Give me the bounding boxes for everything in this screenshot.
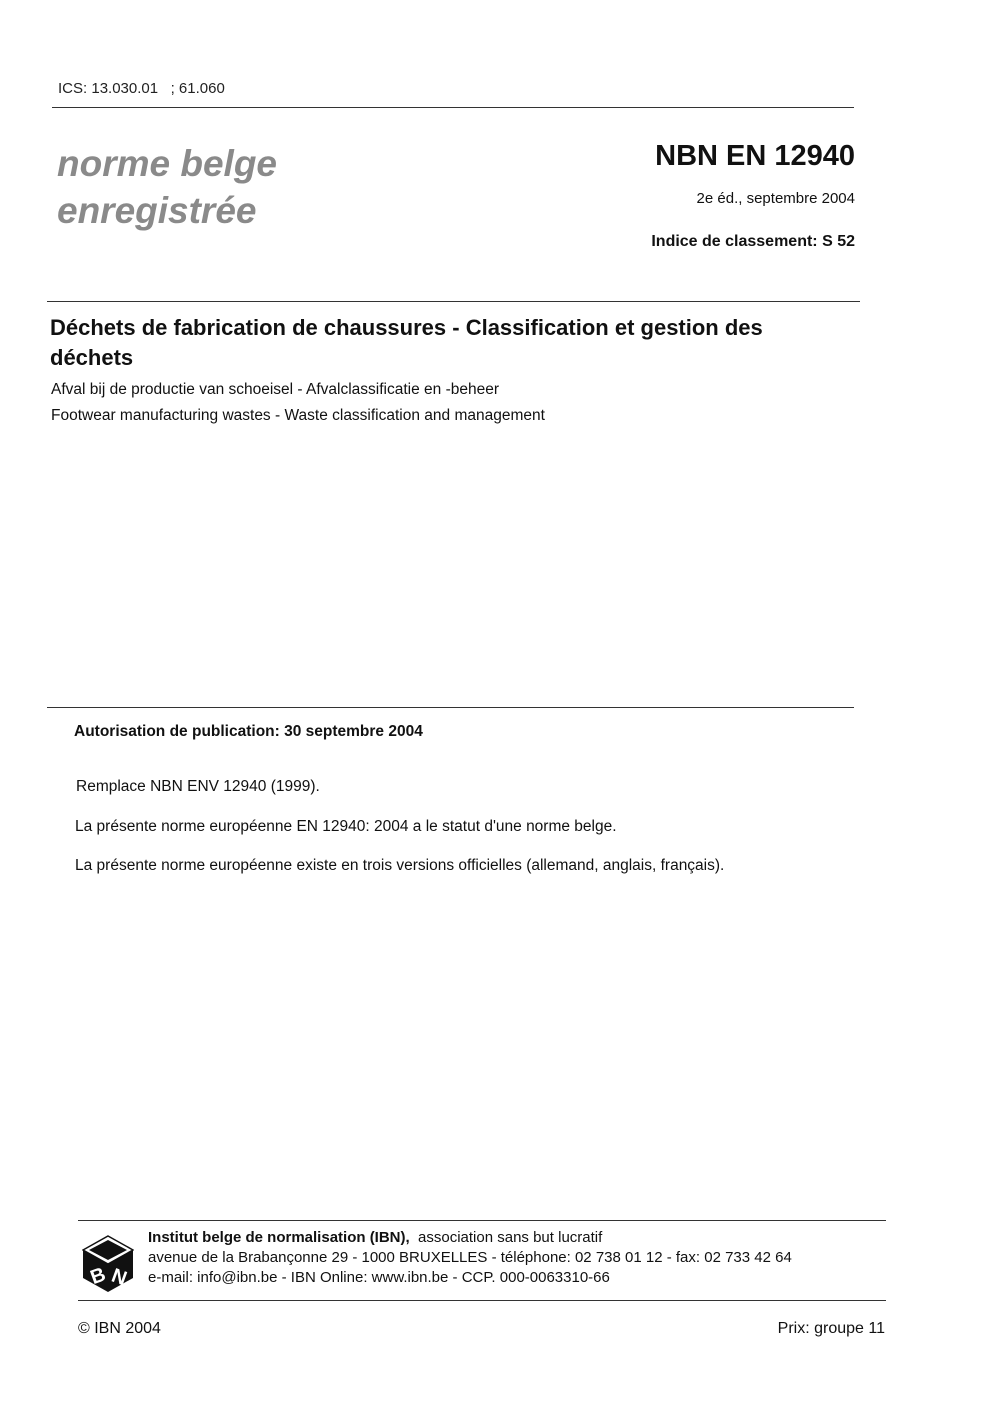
ics-label: ICS: <box>58 80 88 97</box>
note-status: La présente norme européenne EN 12940: 2004 a le statut d'une norme belge. <box>75 818 617 835</box>
price-group: Prix: groupe 11 <box>777 1320 885 1337</box>
institute-bottom-rule <box>78 1300 886 1301</box>
institute-contact: e-mail: info@ibn.be - IBN Online: www.ibn.be - CCP. 000-0063310-66 <box>148 1269 610 1286</box>
institute-descriptor: association sans but lucratif <box>418 1229 603 1246</box>
copyright: © IBN 2004 <box>78 1320 161 1337</box>
title-french: Déchets de fabrication de chaussures - Classification et gestion des déchets <box>50 315 763 370</box>
header-rule <box>52 107 854 108</box>
svg-text:N: N <box>108 1264 130 1291</box>
title-rule <box>47 301 860 302</box>
ics-line <box>58 80 225 97</box>
standard-number: NBN EN 12940 <box>655 140 855 172</box>
brand-block <box>57 140 277 234</box>
classification-index: Indice de classement: S 52 <box>651 233 855 250</box>
svg-text:B: B <box>87 1263 109 1290</box>
brand-line-1: norme belge <box>57 143 277 184</box>
note-replaces: Remplace NBN ENV 12940 (1999). <box>76 778 320 795</box>
publication-rule <box>47 707 854 708</box>
brand-line-2: enregistrée <box>57 190 257 231</box>
ics-codes: 13.030.01 ; 61.060 <box>91 80 225 97</box>
title-dutch: Afval bij de productie van schoeisel - Afvalclassificatie en -beheer <box>51 381 500 398</box>
note-versions: La présente norme européenne existe en trois versions officielles (allemand, anglais, français). <box>75 857 725 874</box>
institute-info <box>148 1228 792 1288</box>
edition-date: 2e éd., septembre 2004 <box>696 190 855 207</box>
institute-address: avenue de la Brabançonne 29 - 1000 BRUXELLES - téléphone: 02 738 01 12 - fax: 02 733 42 64 <box>148 1249 792 1266</box>
title-english: Footwear manufacturing wastes - Waste classification and management <box>51 407 545 424</box>
ibn-logo-icon <box>82 1235 134 1293</box>
publication-authorisation: Autorisation de publication: 30 septembre 2004 <box>74 723 423 740</box>
institute-name: Institut belge de normalisation (IBN), <box>148 1229 410 1246</box>
institute-top-rule <box>78 1220 886 1221</box>
